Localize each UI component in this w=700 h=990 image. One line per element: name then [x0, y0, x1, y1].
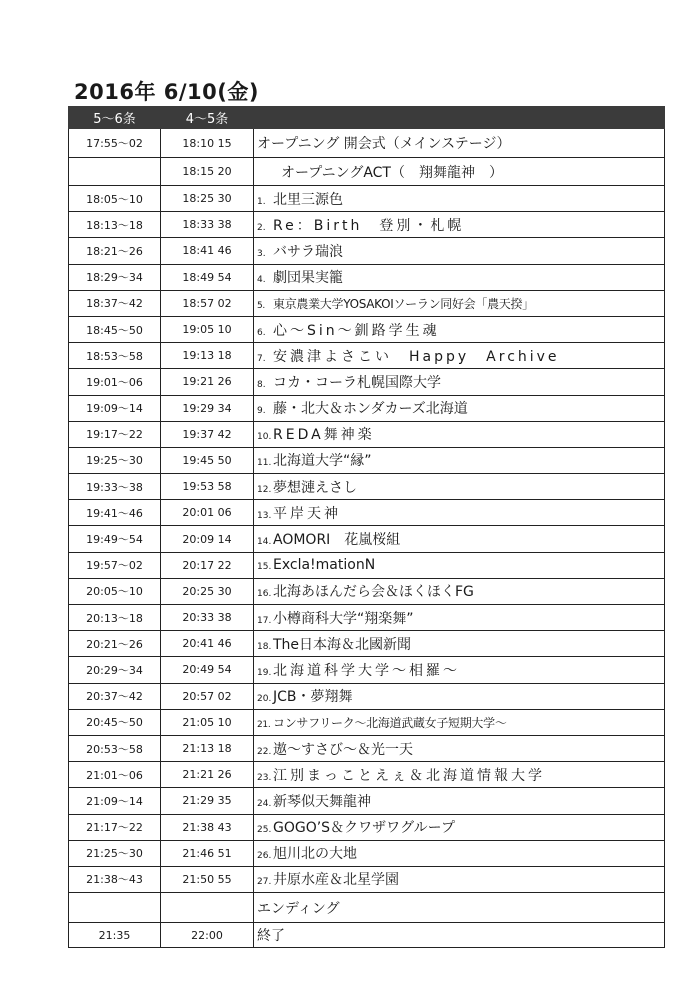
time-5-6-jo: 18:37～42 [69, 290, 161, 316]
entry-number: 11. [257, 458, 272, 469]
entry-number: 14. [257, 537, 272, 548]
team-name: AOMORI 花嵐桜組 [273, 532, 401, 549]
time-4-5-jo: 18:49​ 54 [161, 264, 254, 290]
program-cell [254, 657, 665, 683]
team-name: 北海道大学“縁” [273, 453, 372, 470]
table-row [69, 735, 665, 761]
time-4-5-jo: 19:13​ 18 [161, 343, 254, 369]
team-name: 北里三源色 [273, 191, 343, 208]
table-row [69, 369, 665, 395]
team-name: コンサフリーク～北海道武蔵女子短期大学～ [273, 715, 507, 730]
time-4-5-jo: 21:21​ 26 [161, 762, 254, 788]
program-cell [254, 762, 665, 788]
time-4-5-jo: 19:21​ 26 [161, 369, 254, 395]
time-5-6-jo [69, 158, 161, 186]
team-name: 終了 [257, 928, 285, 945]
program-cell [254, 709, 665, 735]
team-name: 新琴似天舞龍神 [273, 793, 371, 810]
table-row [69, 709, 665, 735]
time-5-6-jo [69, 893, 161, 923]
table-row [69, 631, 665, 657]
entry-number: 27. [257, 877, 272, 888]
team-name: 遨～すさび～＆光一天 [273, 741, 413, 758]
entry-number: 21. [257, 719, 271, 730]
team-name: 平岸天神 [273, 505, 341, 522]
time-4-5-jo: 18:41​ 46 [161, 238, 254, 264]
time-4-5-jo: 20:49​ 54 [161, 657, 254, 683]
team-name: 東京農業大学YOSAKOIソーラン同好会「農天揆」 [273, 296, 534, 311]
program-cell [254, 369, 665, 395]
table-row [69, 500, 665, 526]
entry-number: 9. [257, 406, 266, 417]
time-4-5-jo: 18:25​ 30 [161, 186, 254, 212]
time-5-6-jo: 19:49～54 [69, 526, 161, 552]
program-cell [254, 129, 665, 158]
time-5-6-jo: 18:45～50 [69, 316, 161, 342]
time-5-6-jo: 20:05～10 [69, 578, 161, 604]
table-row [69, 186, 665, 212]
program-cell [254, 526, 665, 552]
time-5-6-jo: 21:09～14 [69, 788, 161, 814]
table-row [69, 238, 665, 264]
program-cell [254, 923, 665, 948]
program-cell [254, 290, 665, 316]
time-4-5-jo: 20:17​ 22 [161, 552, 254, 578]
entry-number: 13. [257, 510, 272, 521]
table-row [69, 893, 665, 923]
time-4-5-jo: 20:33​ 38 [161, 605, 254, 631]
program-cell [254, 158, 665, 186]
time-4-5-jo [161, 893, 254, 923]
program-cell [254, 893, 665, 923]
time-4-5-jo: 18:15​ 20 [161, 158, 254, 186]
program-cell [254, 605, 665, 631]
time-4-5-jo: 19:29​ 34 [161, 395, 254, 421]
entry-number: 24. [257, 798, 272, 809]
time-4-5-jo: 19:45​ 50 [161, 447, 254, 473]
time-5-6-jo: 18:29～34 [69, 264, 161, 290]
program-cell [254, 238, 665, 264]
program-cell [254, 735, 665, 761]
team-name: 旭川北の大地 [273, 846, 357, 863]
time-5-6-jo: 19:01～06 [69, 369, 161, 395]
team-name: 心～Sin～釧路学生魂 [273, 322, 440, 339]
time-5-6-jo: 19:17～22 [69, 421, 161, 447]
time-4-5-jo: 20:01​ 06 [161, 500, 254, 526]
time-5-6-jo: 20:13～18 [69, 605, 161, 631]
table-row [69, 605, 665, 631]
program-cell [254, 474, 665, 500]
program-cell [254, 447, 665, 473]
program-cell [254, 395, 665, 421]
time-5-6-jo: 19:25～30 [69, 447, 161, 473]
time-4-5-jo: 19:05​ 10 [161, 316, 254, 342]
time-4-5-jo: 21:38​ 43 [161, 814, 254, 840]
program-cell [254, 316, 665, 342]
table-row [69, 447, 665, 473]
team-name: 北海道科学大学～相羅～ [273, 662, 460, 679]
table-row [69, 578, 665, 604]
table-row [69, 290, 665, 316]
team-name: 小樽商科大学“翔楽舞” [273, 610, 414, 627]
team-name: The日本海＆北國新聞 [273, 636, 412, 653]
time-4-5-jo: 18:10​ 15 [161, 129, 254, 158]
table-row [69, 814, 665, 840]
table-row [69, 657, 665, 683]
time-5-6-jo: 20:53～58 [69, 735, 161, 761]
program-cell [254, 866, 665, 892]
entry-number: 17. [257, 615, 272, 626]
time-4-5-jo: 21:13​ 18 [161, 735, 254, 761]
time-4-5-jo: 21:50​ 55 [161, 866, 254, 892]
time-5-6-jo: 20:29～34 [69, 657, 161, 683]
entry-number: 4. [257, 275, 266, 286]
time-5-6-jo: 19:09～14 [69, 395, 161, 421]
time-5-6-jo: 18:53～58 [69, 343, 161, 369]
time-5-6-jo: 21:01～06 [69, 762, 161, 788]
program-cell [254, 421, 665, 447]
table-row [69, 158, 665, 186]
entry-number: 5. [257, 300, 265, 311]
time-4-5-jo: 21:05​ 10 [161, 709, 254, 735]
table-row [69, 788, 665, 814]
program-cell [254, 788, 665, 814]
time-4-5-jo: 19:37​ 42 [161, 421, 254, 447]
table-row [69, 129, 665, 158]
entry-number: 6. [257, 327, 266, 338]
time-4-5-jo: 18:57​ 02 [161, 290, 254, 316]
entry-number: 1. [257, 196, 266, 207]
program-cell [254, 343, 665, 369]
table-row [69, 923, 665, 948]
time-5-6-jo: 17:55～02 [69, 129, 161, 158]
table-row [69, 395, 665, 421]
time-5-6-jo: 20:37～42 [69, 683, 161, 709]
program-cell [254, 683, 665, 709]
time-4-5-jo: 20:09​ 14 [161, 526, 254, 552]
time-5-6-jo: 19:41～46 [69, 500, 161, 526]
program-cell [254, 631, 665, 657]
column-header-4-5-jo: 4～5条 [161, 107, 254, 129]
team-name: 安濃津よさこい Happy Archive [273, 348, 560, 365]
table-row [69, 421, 665, 447]
entry-number: 8. [257, 379, 266, 390]
time-5-6-jo: 21:35 [69, 923, 161, 948]
program-cell [254, 186, 665, 212]
team-name: 江別まっことえぇ＆北海道情報大学 [273, 767, 545, 784]
program-cell [254, 814, 665, 840]
table-row [69, 264, 665, 290]
program-cell [254, 212, 665, 238]
table-row [69, 840, 665, 866]
time-4-5-jo: 22:00 [161, 923, 254, 948]
schedule-table [68, 106, 665, 948]
team-name: GOGO’S＆クワザワグループ [273, 820, 455, 837]
column-header-program [254, 107, 665, 129]
time-4-5-jo: 20:57​ 02 [161, 683, 254, 709]
program-cell [254, 264, 665, 290]
time-5-6-jo: 21:25～30 [69, 840, 161, 866]
entry-number: 15. [257, 562, 272, 573]
program-cell [254, 840, 665, 866]
program-cell [254, 500, 665, 526]
entry-number: 10. [257, 432, 272, 443]
entry-number: 12. [257, 484, 272, 495]
time-5-6-jo: 19:57～02 [69, 552, 161, 578]
team-name: エンディング [257, 900, 340, 917]
team-name: コカ・コーラ札幌国際大学 [273, 374, 441, 391]
time-5-6-jo: 21:17～22 [69, 814, 161, 840]
table-header-row [69, 107, 665, 129]
team-name: Excla!mationN [273, 557, 376, 574]
entry-number: 22. [257, 746, 272, 757]
table-row [69, 212, 665, 238]
entry-number: 16. [257, 589, 272, 600]
table-row [69, 866, 665, 892]
entry-number: 25. [257, 825, 272, 836]
team-name: 劇団果実籠 [273, 270, 343, 287]
table-row [69, 316, 665, 342]
time-4-5-jo: 20:41​ 46 [161, 631, 254, 657]
entry-number: 19. [257, 667, 272, 678]
time-5-6-jo: 19:33～38 [69, 474, 161, 500]
time-5-6-jo: 18:05～10 [69, 186, 161, 212]
table-row [69, 343, 665, 369]
team-name: バサラ瑞浪 [273, 243, 343, 260]
time-4-5-jo: 20:25​ 30 [161, 578, 254, 604]
entry-number: 7. [257, 353, 266, 364]
entry-number: 26. [257, 851, 272, 862]
time-4-5-jo: 21:46​ 51 [161, 840, 254, 866]
program-cell [254, 552, 665, 578]
entry-number: 20. [257, 694, 272, 705]
team-name: 夢想漣えさし [273, 479, 357, 496]
time-4-5-jo: 19:53​ 58 [161, 474, 254, 500]
team-name: Re：Birth 登別・札幌 [273, 217, 465, 234]
table-row [69, 762, 665, 788]
table-row [69, 552, 665, 578]
entry-number: 3. [257, 248, 266, 259]
time-5-6-jo: 21:38～43 [69, 866, 161, 892]
entry-number: 18. [257, 641, 272, 652]
page-title: 2016年 6/10(金) [74, 80, 259, 104]
table-row [69, 474, 665, 500]
team-name: 井原水産＆北星学園 [273, 872, 399, 889]
table-row [69, 683, 665, 709]
entry-number: 2. [257, 222, 266, 233]
time-5-6-jo: 20:21～26 [69, 631, 161, 657]
team-name: REDA舞神楽 [273, 427, 375, 444]
team-name: オープニング 開会式（メインステージ） [257, 136, 511, 152]
time-5-6-jo: 18:13～18 [69, 212, 161, 238]
team-name: JCB・夢翔舞 [273, 689, 353, 706]
program-cell [254, 578, 665, 604]
team-name: オープニングACT（ 翔舞龍神 ） [281, 164, 503, 181]
entry-number: 23. [257, 772, 272, 783]
team-name: 藤・北大＆ホンダカーズ北海道 [273, 401, 468, 418]
column-header-5-6-jo: 5～6条 [69, 107, 161, 129]
table-row [69, 526, 665, 552]
team-name: 北海あほんだら会＆ほくほくFG [273, 584, 474, 601]
time-5-6-jo: 20:45～50 [69, 709, 161, 735]
time-5-6-jo: 18:21～26 [69, 238, 161, 264]
time-4-5-jo: 21:29​ 35 [161, 788, 254, 814]
time-4-5-jo: 18:33​ 38 [161, 212, 254, 238]
